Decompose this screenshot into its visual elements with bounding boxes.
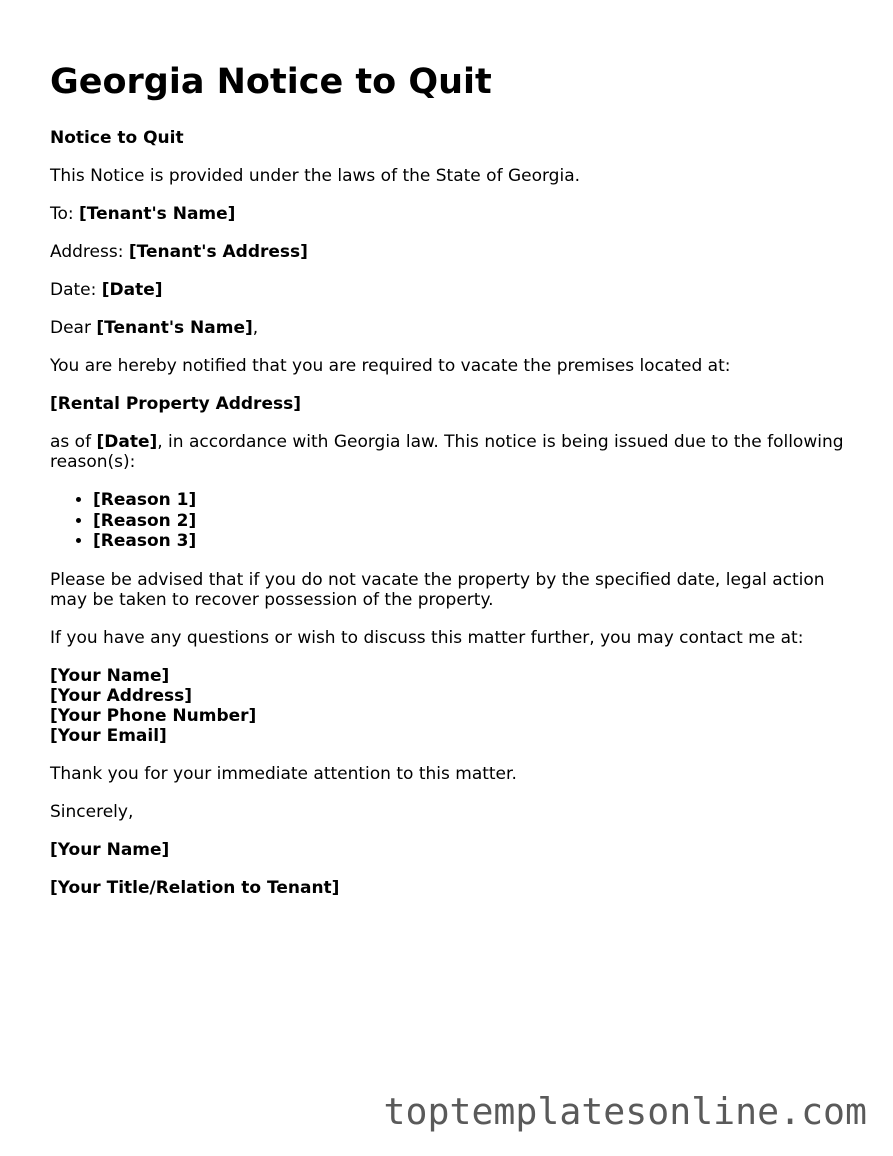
contact-block (50, 666, 850, 746)
property-address-line (50, 394, 850, 414)
reason-item: • [Reason 3] (93, 531, 850, 552)
document-page (50, 62, 850, 916)
signature-name-line (50, 840, 850, 860)
notice-heading-text: Notice to Quit (50, 128, 184, 149)
reason-item: • [Reason 1] (93, 490, 850, 511)
date-line (50, 280, 850, 300)
signature-name: [Your Name] (50, 839, 170, 860)
intro-paragraph: This Notice is provided under the laws of the State of Georgia. (50, 166, 581, 187)
to-line (50, 204, 850, 224)
salutation-prefix: Dear (50, 318, 97, 339)
signature-title-line (50, 878, 850, 898)
advisory-paragraph: Please be advised that if you do not vacate the property by the specified date, legal action may be taken to recover possession of the property. (50, 569, 825, 610)
tenant-name-placeholder: [Tenant's Name] (79, 204, 236, 225)
to-label: To: (50, 204, 80, 225)
salutation-tenant-name: [Tenant's Name] (96, 318, 253, 339)
contact-email: [Your Email] (50, 725, 167, 746)
salutation (50, 318, 850, 338)
address-line (50, 242, 850, 262)
thanks-paragraph: Thank you for your immediate attention to this matter. (50, 763, 517, 784)
date-placeholder: [Date] (101, 280, 163, 301)
property-address-placeholder: [Rental Property Address] (50, 394, 301, 415)
salutation-suffix: , (252, 318, 259, 339)
watermark: toptemplatesonline.com (383, 1090, 867, 1133)
as-of-paragraph (50, 432, 850, 472)
contact-name: [Your Name] (50, 665, 170, 686)
address-label: Address: (50, 242, 129, 263)
contact-phone: [Your Phone Number] (50, 705, 257, 726)
reasons-list (50, 490, 850, 552)
closing: Sincerely, (50, 801, 134, 822)
contact-address: [Your Address] (50, 685, 193, 706)
contact-intro-paragraph: If you have any questions or wish to discuss this matter further, you may contact me at: (50, 627, 804, 648)
as-of-prefix: as of (50, 432, 97, 453)
signature-title: [Your Title/Relation to Tenant] (50, 877, 340, 898)
as-of-suffix: , in accordance with Georgia law. This notice is being issued due to the following reason(s): (50, 432, 844, 473)
tenant-address-placeholder: [Tenant's Address] (128, 242, 308, 263)
date-label: Date: (50, 280, 102, 301)
document-title: Georgia Notice to Quit (50, 62, 492, 102)
notice-paragraph: You are hereby notified that you are required to vacate the premises located at: (50, 356, 731, 377)
as-of-date-placeholder: [Date] (96, 432, 158, 453)
reason-item: • [Reason 2] (93, 511, 850, 532)
notice-heading (50, 128, 850, 148)
